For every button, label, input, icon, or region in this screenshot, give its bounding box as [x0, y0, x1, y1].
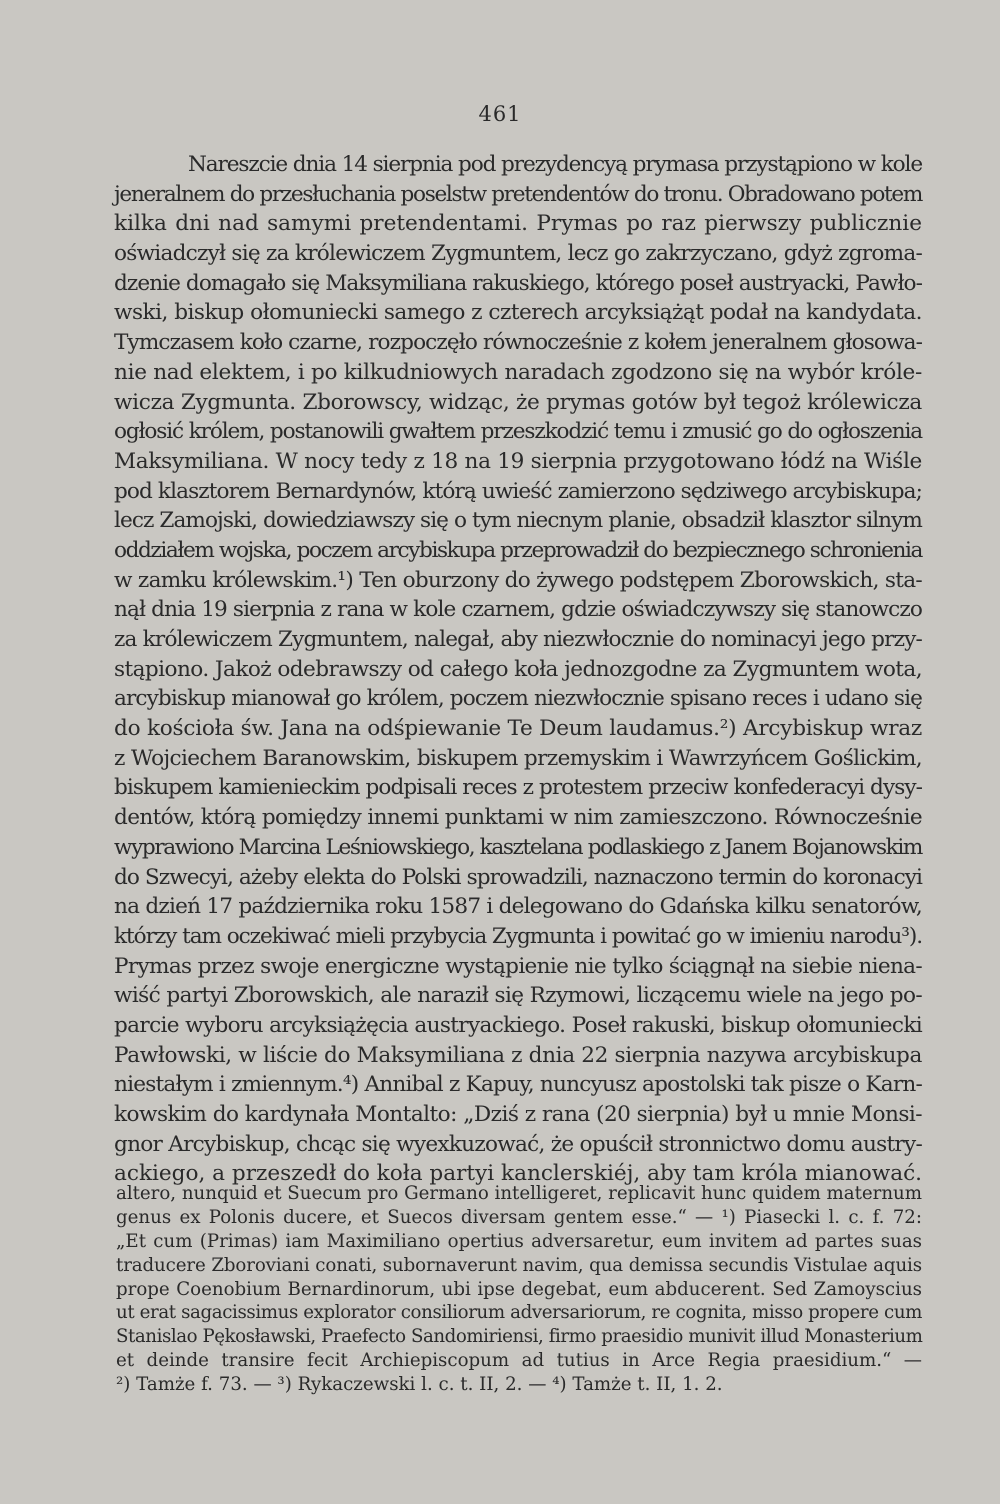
- text-line: niestałym i zmiennym.⁴) Annibal z Kapuy, nuncyusz apostolski tak pisze o Karn-: [114, 1072, 923, 1098]
- text-line: stąpiono. Jakoż odebrawszy od całego koła jednozgodne za Zygmuntem wota,: [114, 656, 922, 682]
- text-line: którzy tam oczekiwać mieli przybycia Zygmunta i powitać go w imieniu narodu³).: [114, 923, 922, 949]
- text-line: na dzień 17 października roku 1587 i delegowano do Gdańska kilku senatorów,: [114, 894, 922, 920]
- text-line: kilka dni nad samymi pretendentami. Prymas po raz pierwszy publicznie: [114, 211, 922, 237]
- footnote-line: prope Coenobium Bernardinorum, ubi ipse degebat, eum abducerent. Sed Zamoyscius: [116, 1278, 922, 1300]
- text-line: Prymas przez swoje energiczne wystąpienie nie tylko ściągnął na siebie niena-: [114, 953, 923, 979]
- footnote-line: genus ex Polonis ducere, et Suecos diversam gentem esse.“ — ¹) Piasecki l. c. f. 72:: [116, 1206, 922, 1228]
- text-line: parcie wyboru arcyksiążęcia austryackiego. Poseł rakuski, biskup ołomuniecki: [114, 1012, 923, 1038]
- text-line: z Wojciechem Baranowskim, biskupem przemyskim i Wawrzyńcem Goślickim,: [114, 745, 923, 771]
- text-line: gnor Arcybiskup, chcąc się wyexkuzować, że opuścił stronnictwo domu austry-: [114, 1131, 923, 1157]
- text-line: wicza Zygmunta. Zborowscy, widząc, że prymas gotów był tegoż królewicza: [114, 389, 923, 415]
- text-line: jeneralnem do przesłuchania poselstw pretendentów do tronu. Obradowano potem: [114, 181, 922, 207]
- text-line: ackiego, a przeszedł do koła partyi kanclerskiéj, aby tam króla mianować.: [114, 1161, 922, 1187]
- text-line: biskupem kamienieckim podpisali reces z protestem przeciw konfederacyi dysy-: [114, 775, 923, 801]
- text-line: do Szwecyi, ażeby elekta do Polski sprowadzili, naznaczono termin do koronacyi: [114, 864, 922, 890]
- main-text: [114, 150, 922, 1189]
- text-line: kowskim do kardynała Montalto: „Dziś z rana (20 sierpnia) był u mnie Monsi-: [114, 1102, 923, 1127]
- page-number: 461: [478, 102, 522, 126]
- text-line: pod klasztorem Bernardynów, którą uwieść zamierzono sędziwego arcybiskupa;: [114, 478, 923, 504]
- text-line: za królewiczem Zygmuntem, nalegał, aby niezwłocznie do nominacyi jego przy-: [114, 627, 923, 652]
- text-line: ogłosić królem, postanowili gwałtem przeszkodzić temu i zmusić go do ogłoszenia: [114, 419, 923, 445]
- text-line: arcybiskup mianował go królem, poczem niezwłocznie spisano reces i udano się: [114, 686, 922, 712]
- text-line: dentów, którą pomiędzy innemi punktami w nim zamieszczono. Równocześnie: [114, 805, 922, 831]
- text-line: lecz Zamojski, dowiedziawszy się o tym niecnym planie, obsadził klasztor silnym: [114, 508, 922, 534]
- text-line: nie nad elektem, i po kilkudniowych naradach zgodzono się na wybór króle-: [114, 359, 922, 385]
- text-line: nął dnia 19 sierpnia z rana w kole czarnem, gdzie oświadczywszy się stanowczo: [114, 597, 923, 623]
- text-line: w zamku królewskim.¹) Ten oburzony do żywego podstępem Zborowskich, sta-: [114, 567, 922, 593]
- text-line: oddziałem wojska, poczem arcybiskupa przeprowadził do bezpiecznego schronienia: [114, 537, 923, 563]
- footnote-line: ²) Tamże f. 73. — ³) Rykaczewski l. c. t. II, 2. — ⁴) Tamże t. II, 1. 2.: [116, 1374, 723, 1396]
- text-line: wiść partyi Zborowskich, ale naraził się Rzymowi, liczącemu wiele na jego po-: [114, 983, 923, 1009]
- text-line: Nareszcie dnia 14 sierpnia pod prezydencyą prymasa przystąpiono w kole: [188, 152, 923, 177]
- text-line: Maksymiliana. W nocy tedy z 18 na 19 sierpnia przygotowano łódź na Wiśle: [114, 448, 923, 474]
- footnote-line: et deinde transire fecit Archiepiscopum ad tutius in Arce Regia praesidium.“ —: [116, 1350, 922, 1372]
- text-line: wski, biskup ołomuniecki samego z czterech arcyksiążąt podał na kandydata.: [114, 300, 922, 326]
- footnote-line: Stanislao Pękosławski, Praefecto Sandomiriensi, firmo praesidio munivit illud Monasterium: [116, 1326, 923, 1348]
- text-line: do kościoła św. Jana na odśpiewanie Te Deum laudamus.²) Arcybiskup wraz: [114, 716, 923, 742]
- text-line: oświadczył się za królewiczem Zygmuntem, lecz go zakrzyczano, gdyż zgroma-: [114, 241, 922, 267]
- text-line: wyprawiono Marcina Leśniowskiego, kasztelana podlaskiego z Janem Bojanowskim: [114, 834, 922, 860]
- footnote-line: „Et cum (Primas) iam Maximiliano opertius adversaretur, eum invitem ad partes suas: [116, 1230, 922, 1252]
- text-line: Pawłowski, w liście do Maksymiliana z dnia 22 sierpnia nazywa arcybiskupa: [114, 1042, 922, 1068]
- text-line: dzenie domagało się Maksymiliana rakuskiego, którego poseł austryacki, Pawło-: [114, 270, 922, 296]
- footnote-line: altero, nunquid et Suecum pro Germano intelligeret, replicavit hunc quidem maternum: [116, 1183, 922, 1204]
- footnotes: [116, 1182, 922, 1397]
- text-line: Tymczasem koło czarne, rozpoczęło równocześnie z kołem jeneralnem głosowa-: [114, 330, 923, 356]
- footnote-line: ut erat sagacissimus explorator consiliorum adversariorum, re cognita, misso propere cum: [116, 1302, 922, 1324]
- footnote-line: traducere Zboroviani conati, subornaverunt navim, qua demissa secundis Vistulae aquis: [116, 1254, 922, 1276]
